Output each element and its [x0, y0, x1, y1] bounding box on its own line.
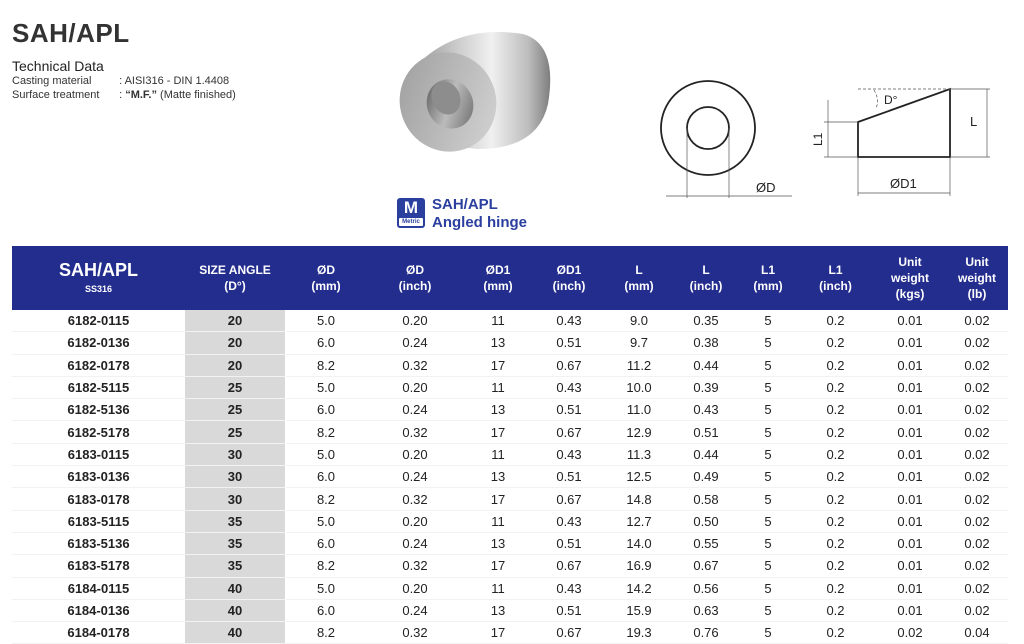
table-cell: 0.02 [946, 354, 1008, 376]
table-cell: 9.0 [605, 310, 673, 332]
table-title: SAH/APL [58, 260, 138, 280]
table-cell: 0.2 [797, 510, 874, 532]
column-header [367, 246, 463, 310]
table-cell: 0.20 [367, 510, 463, 532]
table-cell: 0.43 [533, 443, 605, 465]
table-cell: 8.2 [285, 555, 367, 577]
table-cell: 11.3 [605, 443, 673, 465]
table-cell: 0.2 [797, 421, 874, 443]
table-cell: 0.02 [946, 421, 1008, 443]
table-cell: 0.01 [874, 555, 946, 577]
column-header-line: ØD [406, 263, 424, 277]
table-cell: 15.9 [605, 599, 673, 621]
table-cell: 0.51 [533, 599, 605, 621]
table-cell: 0.02 [946, 399, 1008, 421]
table-cell: 0.02 [946, 332, 1008, 354]
column-header-line: Unit [965, 255, 989, 269]
column-header-line: (mm) [624, 279, 654, 293]
column-header [874, 246, 946, 310]
table-row [12, 421, 1008, 443]
d1-label: ØD1 [890, 176, 917, 191]
table-cell: 0.2 [797, 555, 874, 577]
table-row [12, 488, 1008, 510]
angle-cell: 30 [185, 466, 285, 488]
table-cell: 0.01 [874, 488, 946, 510]
table-cell: 5 [739, 443, 797, 465]
table-cell: 5 [739, 399, 797, 421]
table-cell: 14.0 [605, 532, 673, 554]
part-number-cell: 6184-0136 [12, 599, 185, 621]
table-cell: 0.67 [533, 354, 605, 376]
table-row [12, 332, 1008, 354]
table-cell: 14.2 [605, 577, 673, 599]
technical-drawing [652, 78, 1012, 208]
table-cell: 0.2 [797, 310, 874, 332]
table-cell: 0.76 [673, 622, 739, 644]
table-cell: 0.24 [367, 332, 463, 354]
table-cell: 0.32 [367, 622, 463, 644]
table-cell: 11 [463, 577, 533, 599]
table-cell: 0.02 [946, 466, 1008, 488]
column-header-line: (mm) [311, 279, 341, 293]
table-cell: 0.02 [946, 488, 1008, 510]
table-cell: 11.0 [605, 399, 673, 421]
table-cell: 0.51 [533, 532, 605, 554]
column-header [463, 246, 533, 310]
table-cell: 0.01 [874, 376, 946, 398]
column-header [533, 246, 605, 310]
part-number-cell: 6182-5136 [12, 399, 185, 421]
table-cell: 0.2 [797, 332, 874, 354]
column-header-line: Unit [898, 255, 922, 269]
table-cell: 0.39 [673, 376, 739, 398]
part-number-cell: 6183-5178 [12, 555, 185, 577]
column-header-line: ØD [317, 263, 335, 277]
column-header-line: SIZE ANGLE [199, 263, 271, 277]
table-row [12, 310, 1008, 332]
table-cell: 0.58 [673, 488, 739, 510]
column-header [673, 246, 739, 310]
table-cell: 0.04 [946, 622, 1008, 644]
table-cell: 9.7 [605, 332, 673, 354]
table-cell: 0.2 [797, 599, 874, 621]
part-number-cell: 6183-0136 [12, 466, 185, 488]
table-cell: 0.01 [874, 354, 946, 376]
table-cell: 0.01 [874, 310, 946, 332]
table-cell: 6.0 [285, 466, 367, 488]
table-cell: 0.67 [533, 421, 605, 443]
surface-finish-code: “M.F.” [125, 89, 157, 101]
table-cell: 5.0 [285, 577, 367, 599]
table-cell: 0.2 [797, 622, 874, 644]
table-cell: 19.3 [605, 622, 673, 644]
column-header [285, 246, 367, 310]
table-subtitle: SS316 [84, 284, 113, 294]
table-cell: 12.7 [605, 510, 673, 532]
table-cell: 5.0 [285, 510, 367, 532]
table-row [12, 376, 1008, 398]
column-header-line: ØD1 [556, 263, 582, 277]
surface-treatment-value [119, 89, 236, 101]
table-row [12, 599, 1008, 621]
table-cell: 0.67 [673, 555, 739, 577]
column-header-line: L1 [760, 263, 775, 277]
table-cell: 0.02 [946, 532, 1008, 554]
part-number-cell: 6184-0115 [12, 577, 185, 599]
table-cell: 0.49 [673, 466, 739, 488]
table-row [12, 510, 1008, 532]
table-cell: 0.02 [946, 599, 1008, 621]
casting-material-value: : AISI316 - DIN 1.4408 [119, 75, 230, 87]
part-number-cell: 6182-0136 [12, 332, 185, 354]
table-cell: 0.51 [533, 399, 605, 421]
table-cell: 0.20 [367, 577, 463, 599]
table-cell: 0.44 [673, 354, 739, 376]
table-cell: 8.2 [285, 488, 367, 510]
surface-finish-desc: (Matte finished) [156, 89, 236, 101]
column-header-line: (kgs) [895, 287, 925, 301]
table-cell: 0.67 [533, 622, 605, 644]
table-cell: 13 [463, 399, 533, 421]
spec-table [12, 246, 1008, 644]
table-row [12, 555, 1008, 577]
table-body [12, 310, 1008, 644]
angle-cell: 25 [185, 399, 285, 421]
surface-treatment-row [12, 89, 236, 101]
table-cell: 0.44 [673, 443, 739, 465]
part-number-cell: 6183-5115 [12, 510, 185, 532]
column-header-line: (inch) [552, 279, 586, 293]
column-header-line: (mm) [753, 279, 783, 293]
product-code: SAH/APL [432, 196, 498, 213]
product-subtitle: Angled hinge [432, 214, 527, 231]
table-cell: 17 [463, 421, 533, 443]
table-cell: 0.43 [533, 577, 605, 599]
angle-cell: 30 [185, 443, 285, 465]
table-cell: 0.01 [874, 466, 946, 488]
table-cell: 0.02 [946, 577, 1008, 599]
column-header-line: L [702, 263, 710, 277]
column-header-line: (lb) [967, 287, 987, 301]
table-cell: 0.43 [533, 310, 605, 332]
table-cell: 0.67 [533, 555, 605, 577]
table-cell: 5 [739, 577, 797, 599]
column-header [739, 246, 797, 310]
casting-material-label: Casting material [12, 75, 92, 87]
table-cell: 0.02 [946, 443, 1008, 465]
column-header-line: (mm) [483, 279, 513, 293]
product-photo [388, 24, 564, 164]
table-cell: 17 [463, 555, 533, 577]
table-cell: 6.0 [285, 399, 367, 421]
table-cell: 5.0 [285, 310, 367, 332]
table-cell: 5 [739, 555, 797, 577]
table-cell: 0.51 [673, 421, 739, 443]
table-cell: 0.24 [367, 466, 463, 488]
table-cell: 6.0 [285, 532, 367, 554]
table-cell: 0.2 [797, 577, 874, 599]
table-cell: 5 [739, 310, 797, 332]
column-header-line: (inch) [819, 279, 852, 293]
table-cell: 0.2 [797, 488, 874, 510]
table-cell: 0.01 [874, 332, 946, 354]
table-cell: 0.01 [874, 532, 946, 554]
angle-cell: 40 [185, 622, 285, 644]
part-number-cell: 6183-0178 [12, 488, 185, 510]
table-cell: 0.35 [673, 310, 739, 332]
angle-cell: 20 [185, 310, 285, 332]
table-cell: 10.0 [605, 376, 673, 398]
metric-badge-text: Metric [399, 218, 423, 226]
table-cell: 5.0 [285, 376, 367, 398]
table-cell: 0.32 [367, 354, 463, 376]
table-cell: 0.01 [874, 443, 946, 465]
table-cell: 12.5 [605, 466, 673, 488]
table-cell: 0.02 [946, 310, 1008, 332]
table-cell: 5 [739, 332, 797, 354]
table-cell: 0.55 [673, 532, 739, 554]
surface-colon: : [119, 89, 126, 101]
table-cell: 0.02 [946, 555, 1008, 577]
angle-cell: 20 [185, 332, 285, 354]
table-cell: 13 [463, 532, 533, 554]
table-cell: 11 [463, 376, 533, 398]
surface-treatment-label: Surface treatment [12, 89, 100, 101]
table-cell: 8.2 [285, 622, 367, 644]
table-cell: 5 [739, 488, 797, 510]
table-cell: 0.2 [797, 443, 874, 465]
table-row [12, 577, 1008, 599]
table-cell: 0.24 [367, 599, 463, 621]
table-cell: 11.2 [605, 354, 673, 376]
table-cell: 0.20 [367, 310, 463, 332]
table-row [12, 466, 1008, 488]
technical-data-heading: Technical Data [12, 58, 104, 74]
table-cell: 5.0 [285, 443, 367, 465]
table-cell: 17 [463, 488, 533, 510]
table-cell: 0.01 [874, 577, 946, 599]
table-cell: 5 [739, 376, 797, 398]
table-cell: 11 [463, 510, 533, 532]
table-cell: 0.50 [673, 510, 739, 532]
product-name [432, 196, 527, 232]
metric-badge-letter: M [403, 198, 419, 217]
table-cell: 13 [463, 599, 533, 621]
angle-label: D° [884, 93, 898, 107]
table-cell: 0.01 [874, 421, 946, 443]
part-number-cell: 6183-5136 [12, 532, 185, 554]
table-cell: 17 [463, 622, 533, 644]
table-cell: 0.24 [367, 399, 463, 421]
table-cell: 8.2 [285, 354, 367, 376]
angle-cell: 35 [185, 555, 285, 577]
column-header-line: weight [891, 271, 929, 285]
table-cell: 0.02 [874, 622, 946, 644]
part-number-cell: 6184-0178 [12, 622, 185, 644]
part-number-cell: 6182-5115 [12, 376, 185, 398]
column-header [185, 246, 285, 310]
table-cell: 0.43 [673, 399, 739, 421]
table-cell: 17 [463, 354, 533, 376]
table-row [12, 354, 1008, 376]
part-number-cell: 6182-0178 [12, 354, 185, 376]
table-cell: 11 [463, 310, 533, 332]
table-cell: 5 [739, 532, 797, 554]
table-cell: 12.9 [605, 421, 673, 443]
casting-material-row [12, 75, 229, 87]
table-cell: 8.2 [285, 421, 367, 443]
table-cell: 0.01 [874, 510, 946, 532]
table-cell: 11 [463, 443, 533, 465]
angle-cell: 40 [185, 599, 285, 621]
table-cell: 0.51 [533, 332, 605, 354]
table-cell: 6.0 [285, 599, 367, 621]
table-title-cell [12, 246, 185, 310]
column-header-line: L1 [828, 263, 843, 277]
table-cell: 0.01 [874, 399, 946, 421]
table-row [12, 399, 1008, 421]
table-cell: 0.56 [673, 577, 739, 599]
table-cell: 0.24 [367, 532, 463, 554]
column-header-line: weight [958, 271, 996, 285]
angle-cell: 35 [185, 510, 285, 532]
table-cell: 5 [739, 510, 797, 532]
table-cell: 0.51 [533, 466, 605, 488]
page-title: SAH/APL [12, 18, 130, 48]
column-header-line: L [635, 263, 643, 277]
table-cell: 5 [739, 599, 797, 621]
table-cell: 5 [739, 421, 797, 443]
l-label: L [970, 114, 978, 129]
table-cell: 0.02 [946, 376, 1008, 398]
table-cell: 14.8 [605, 488, 673, 510]
angle-cell: 35 [185, 532, 285, 554]
table-cell: 5 [739, 622, 797, 644]
table-row [12, 443, 1008, 465]
table-cell: 0.32 [367, 555, 463, 577]
table-row [12, 622, 1008, 644]
part-number-cell: 6183-0115 [12, 443, 185, 465]
table-cell: 5 [739, 354, 797, 376]
table-cell: 0.2 [797, 399, 874, 421]
table-cell: 13 [463, 332, 533, 354]
column-header-line: (inch) [689, 279, 723, 293]
column-header-line: (D°) [224, 279, 246, 293]
table-cell: 0.63 [673, 599, 739, 621]
table-cell: 0.20 [367, 443, 463, 465]
angle-cell: 25 [185, 421, 285, 443]
table-cell: 0.2 [797, 532, 874, 554]
part-number-cell: 6182-5178 [12, 421, 185, 443]
table-cell: 0.32 [367, 488, 463, 510]
table-cell: 0.32 [367, 421, 463, 443]
table-cell: 13 [463, 466, 533, 488]
table-cell: 0.2 [797, 354, 874, 376]
angle-cell: 30 [185, 488, 285, 510]
table-cell: 0.38 [673, 332, 739, 354]
table-cell: 0.02 [946, 510, 1008, 532]
l1-label: L1 [811, 132, 825, 146]
table-cell: 0.20 [367, 376, 463, 398]
table-header-row [12, 246, 1008, 310]
metric-badge [397, 198, 425, 228]
table-cell: 16.9 [605, 555, 673, 577]
table-row [12, 532, 1008, 554]
d-label: ØD [756, 180, 776, 195]
column-header [797, 246, 874, 310]
angle-cell: 20 [185, 354, 285, 376]
column-header-line: (inch) [398, 279, 432, 293]
column-header [946, 246, 1008, 310]
column-header-line: ØD1 [485, 263, 511, 277]
table-cell: 5 [739, 466, 797, 488]
angle-cell: 40 [185, 577, 285, 599]
column-header [605, 246, 673, 310]
angle-cell: 25 [185, 376, 285, 398]
table-cell: 0.43 [533, 510, 605, 532]
table-cell: 0.43 [533, 376, 605, 398]
table-cell: 0.67 [533, 488, 605, 510]
table-cell: 0.2 [797, 376, 874, 398]
table-cell: 0.2 [797, 466, 874, 488]
table-cell: 6.0 [285, 332, 367, 354]
table-cell: 0.01 [874, 599, 946, 621]
part-number-cell: 6182-0115 [12, 310, 185, 332]
